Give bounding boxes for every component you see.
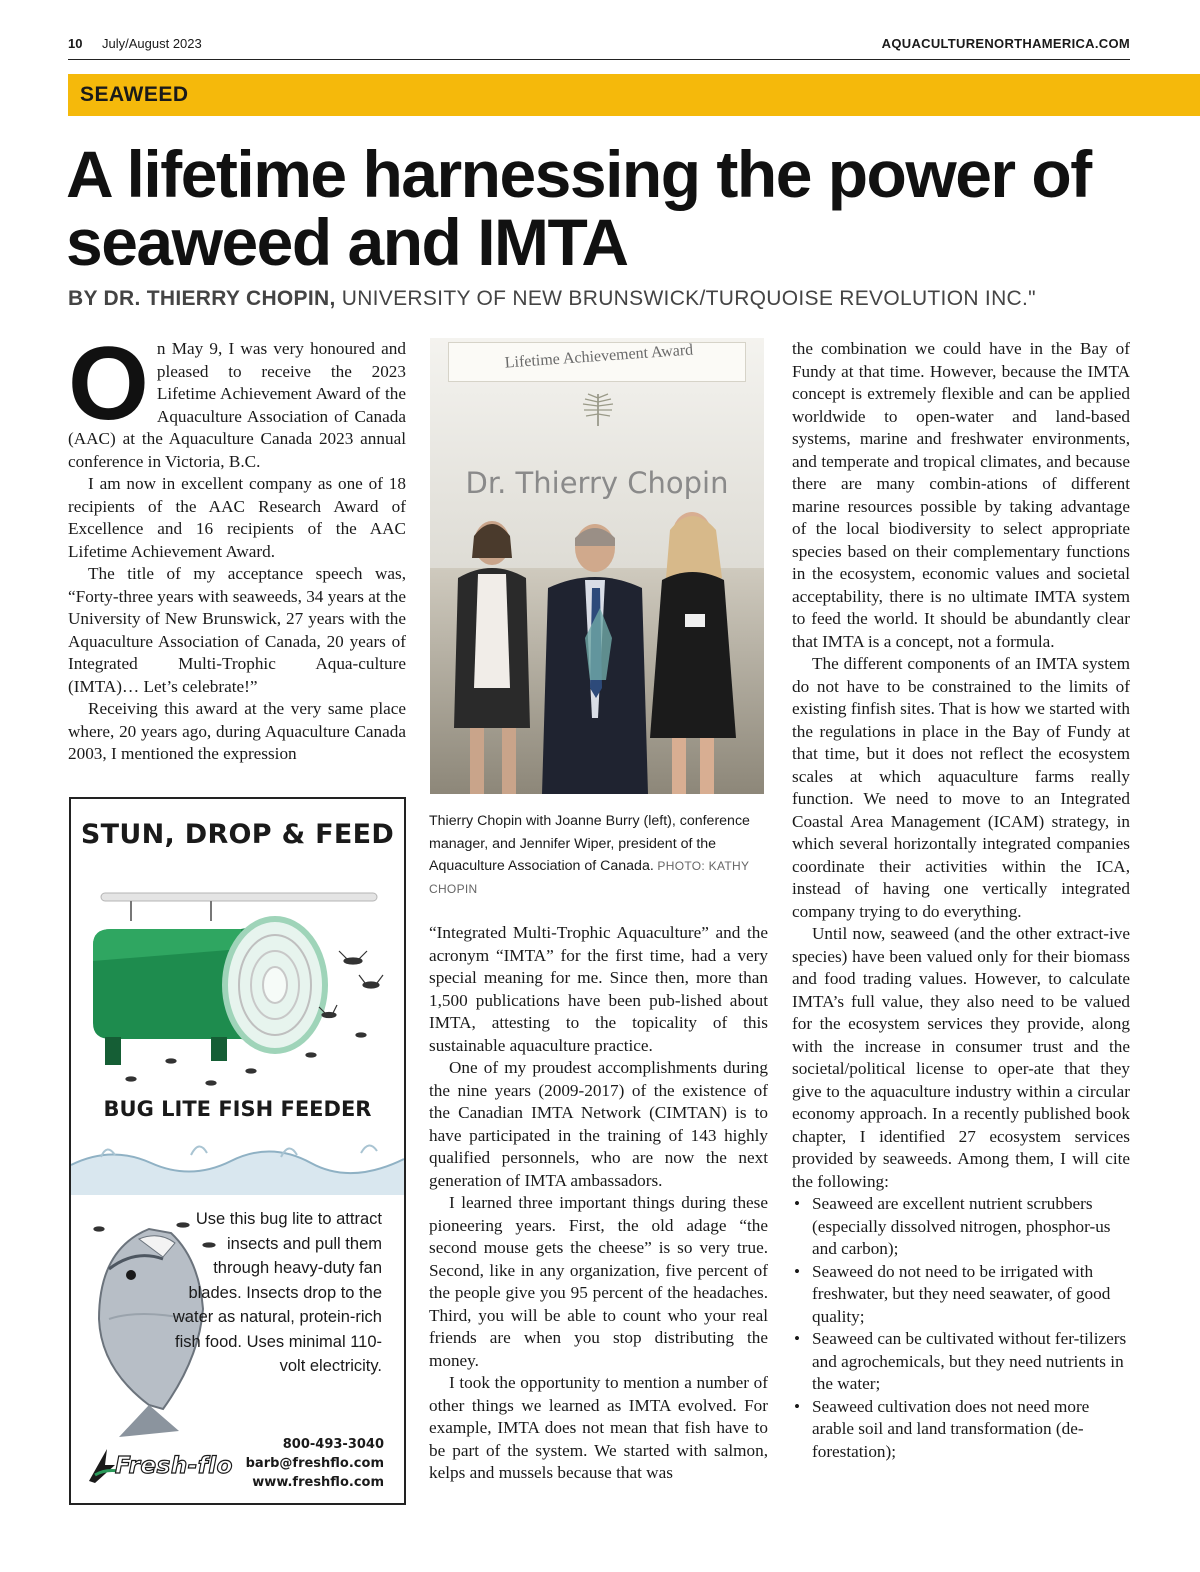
list-item: • Seaweed can be cultivated without fer-tilizers and agrochemicals, but they need nutrients in the water;: [792, 1328, 1130, 1396]
paragraph: I took the opportunity to mention a number of other things we learned as IMTA evolved. For example, IMTA does not mean that fish have to be part of the system. We started with salmon, kelps and mussels because that was: [429, 1373, 768, 1482]
site-url: AQUACULTURENORTHAMERICA.COM: [881, 36, 1130, 51]
page-header: [68, 34, 1130, 60]
photo-credit: PHOTO: KATHY CHOPIN: [429, 859, 750, 896]
ad-title: STUN, DROP & FEED: [80, 819, 395, 850]
article-headline: A lifetime harnessing the power of seaweed and IMTA: [66, 137, 1091, 279]
drop-cap: O: [68, 338, 149, 442]
paragraph: The different components of an IMTA system do not have to be constrained to the limits of existing finfish sites. That is how we started with the regulations in place in the Bay of Fundy at that time, but it does not reflect the ecosystem scales at which aquaculture farms really function. We need to move to an Integrated Coastal Area Management (ICAM) strategy, in which several horizontally integrated companies coordinate their activities within the ICA, instead of having one vertically integrated company trying to do everything.: [792, 654, 1130, 921]
water-splash-illustration: [71, 1135, 404, 1195]
ad-phone[interactable]: 800-493-3040: [282, 1437, 384, 1452]
list-item: • Seaweed are excellent nutrient scrubbers (especially dissolved nitrogen, phosphor-us and carbon);: [792, 1193, 1130, 1261]
page-number: 10: [68, 36, 83, 51]
award-photo: [430, 338, 764, 794]
screen-name-text: Dr. Thierry Chopin: [465, 466, 729, 500]
logo-text: Fresh-flo: [115, 1453, 233, 1479]
ad-description: Use this bug lite to attract insects and pull them through heavy-duty fan blades. Insects drop to the water as natural, protein-rich fish food. Uses minimal 110-volt electricity.: [172, 1210, 382, 1375]
paragraph: The title of my acceptance speech was, “Forty-three years with seaweeds, 34 years at the University of New Brunswick, 27 years with the Aquaculture Association of Canada, 20 years of Integrated Multi-Trophic Aqua-culture (IMTA)… Let’s celebrate!”: [68, 564, 406, 696]
section-banner: [68, 74, 1200, 116]
photo-caption: [429, 810, 769, 900]
paragraph: One of my proudest accomplishments during the nine years (2009-2017) of the existence of the Canadian IMTA Network (CIMTAN) is to have participated in the training of 143 highly qualified personnels, who are now the next generation of IMTA ambassadors.: [429, 1058, 768, 1190]
ad-product-name: BUG LITE FISH FEEDER: [103, 1097, 372, 1121]
advertisement[interactable]: [69, 797, 406, 1505]
paragraph: Until now, seaweed (and the other extract-ive species) have been valued only for their biomass and food trading values. However, to calculate IMTA’s full value, they also need to be valued for the ecosystem services they provide, along with the increase in consumer trust and the societal/political license to oper-ate that they give to the aquaculture industry within a circular economy approach. In a recently published book chapter, I identified 27 ecosystem services provided by seaweeds. Among them, I will cite the following:: [792, 924, 1130, 1191]
paragraph: I am now in excellent company as one of 18 recipients of the AAC Research Award of Excellence and 16 recipients of the AAC Lifetime Achievement Award.: [68, 474, 406, 561]
byline-affiliation: UNIVERSITY OF NEW BRUNSWICK/TURQUOISE REVOLUTION INC.": [335, 287, 1036, 310]
article-column-2: [429, 922, 768, 1485]
list-item: • Seaweed cultivation does not need more arable soil and land transformation (de-forestation);: [792, 1396, 1130, 1464]
bug-lite-feeder-illustration: [71, 865, 404, 1095]
people-figures-illustration: [430, 488, 764, 794]
paragraph: Receiving this award at the very same place where, 20 years ago, during Aquaculture Canada 2003, I mentioned the expression: [68, 699, 406, 763]
award-banner-text: Lifetime Achievement Award: [504, 341, 694, 372]
ad-contact-block: [204, 1435, 384, 1492]
paragraph: I learned three important things during these pioneering years. First, the old adage “the second mouse gets the cheese” is so very true. Second, like in any organization, five percent of the people give you 95 percent of the headaches. Third, you will be able to count who your real friends are when you stop distributing the money.: [429, 1193, 768, 1370]
ecosystem-services-list: [792, 1193, 1130, 1463]
article-column-1: [68, 338, 406, 796]
article-column-3: [792, 338, 1130, 1463]
issue-date: July/August 2023: [102, 36, 202, 51]
paragraph: n May 9, I was very honoured and pleased to receive the 2023 Lifetime Achievement Award of the Aquaculture Association of Canada (AAC) at the Aquaculture Canada 2023 annual conference in Victoria, B.C.: [68, 339, 406, 471]
paragraph: “Integrated Multi-Trophic Aquaculture” and the acronym “IMTA” for the first time, had a very special meaning for me. Since then, more than 1,500 publications have been pub-lished about IMTA, attesting to the topicality of this sustainable aquaculture practice.: [429, 923, 768, 1055]
paragraph: the combination we could have in the Bay of Fundy at that time. However, because the IMTA concept is extremely flexible and can be applied worldwide to open-water and land-based systems, marine and freshwater environments, and temperate and tropical climates, and because there are many combin-ations of different marine resources possible by taking advantage of the local biodiversity to select appropriate species based on their complementary functions in the ecosystem, economic values and societal acceptability, there is no ultimate IMTA system to feed the world. It should be abundantly clear that IMTA is a concept, not a formula.: [792, 339, 1130, 651]
caption-text: Thierry Chopin with Joanne Burry (left), conference manager, and Jennifer Wiper, president of the Aquaculture Association of Canada.: [429, 813, 750, 874]
ad-website[interactable]: www.freshflo.com: [252, 1475, 384, 1490]
section-label: SEAWEED: [80, 83, 189, 106]
ad-email[interactable]: barb@freshflo.com: [245, 1456, 384, 1471]
list-item: • Seaweed do not need to be irrigated with freshwater, but they need seawater, of good quality;: [792, 1261, 1130, 1329]
fern-emblem-icon: [570, 388, 626, 428]
byline: [68, 287, 1148, 311]
byline-author: BY DR. THIERRY CHOPIN,: [68, 287, 336, 310]
